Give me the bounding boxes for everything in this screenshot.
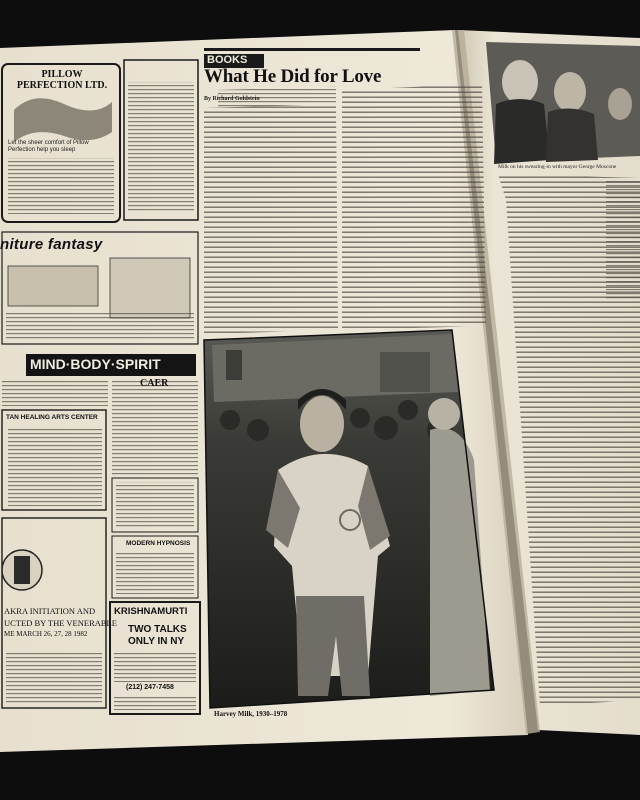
books-section-label: BOOKS	[207, 54, 248, 66]
background-man-head	[428, 398, 460, 430]
krishnamurti-talks-1: TWO TALKS	[128, 624, 187, 635]
hypnosis-heading: MODERN HYPNOSIS	[126, 540, 191, 547]
initiation-line-2: UCTED BY THE VENERABLE	[4, 618, 117, 628]
furniture-ad-text	[6, 312, 194, 340]
right-column-text-2	[606, 180, 640, 300]
mind-body-banner: MIND·BODY·SPIRIT	[30, 356, 161, 372]
pillow-ad-title: PILLOW PERFECTION LTD.	[16, 69, 108, 91]
right-photo-face-1	[502, 60, 538, 104]
krishnamurti-name: KRISHNAMURTI	[114, 606, 188, 617]
healing-arts-heading: TAN HEALING ARTS CENTER	[6, 414, 98, 421]
krishnamurti-ad-footer	[114, 696, 196, 710]
right-photo-face-3	[608, 88, 632, 120]
right-photo-suit-2	[546, 108, 598, 162]
krishnamurti-phone: (212) 247-7458	[126, 684, 174, 691]
krishnamurti-talks-2: ONLY IN NY	[128, 636, 185, 647]
photo-building-block	[380, 352, 430, 392]
healing-arts-text	[8, 428, 102, 506]
article-headline: What He Did for Love	[204, 66, 382, 87]
sofa-illustration	[8, 266, 98, 306]
article-byline: By Richard Goldstein	[204, 96, 260, 102]
initiation-text	[6, 652, 102, 704]
mystical-ad-text	[116, 482, 194, 528]
right-photo-suit-1	[494, 99, 550, 164]
pillow-ad-text	[8, 158, 114, 214]
photo-building-window	[226, 350, 242, 380]
pillow-ad-tagline: Let the sheer comfort of Pillow Perfection help you sleep	[8, 140, 89, 154]
article-top-rule	[204, 48, 420, 51]
hypnosis-ad-text	[116, 552, 194, 594]
subject-face	[300, 396, 344, 452]
initiation-line-3: ME MARCH 26, 27, 28 1982	[4, 630, 88, 638]
emblem-figure	[14, 556, 30, 584]
caer-heading: CAER	[140, 378, 169, 389]
right-photo-caption: Milk on his swearing-in with mayor George Moscone	[498, 164, 617, 170]
initiation-line-1: AKRA INITIATION AND	[4, 606, 96, 616]
left-text-block	[2, 380, 108, 406]
side-ad-text	[128, 82, 194, 212]
right-photo-face-2	[554, 72, 586, 112]
photo-caption: Harvey Milk, 1930–1978	[214, 710, 288, 718]
article-column-1	[204, 104, 338, 334]
krishnamurti-ad-text	[114, 652, 196, 682]
furniture-banner: niture fantasy	[0, 236, 103, 253]
caer-ad-text	[112, 380, 198, 476]
bed-illustration	[110, 258, 190, 318]
article-column-2	[342, 84, 486, 330]
